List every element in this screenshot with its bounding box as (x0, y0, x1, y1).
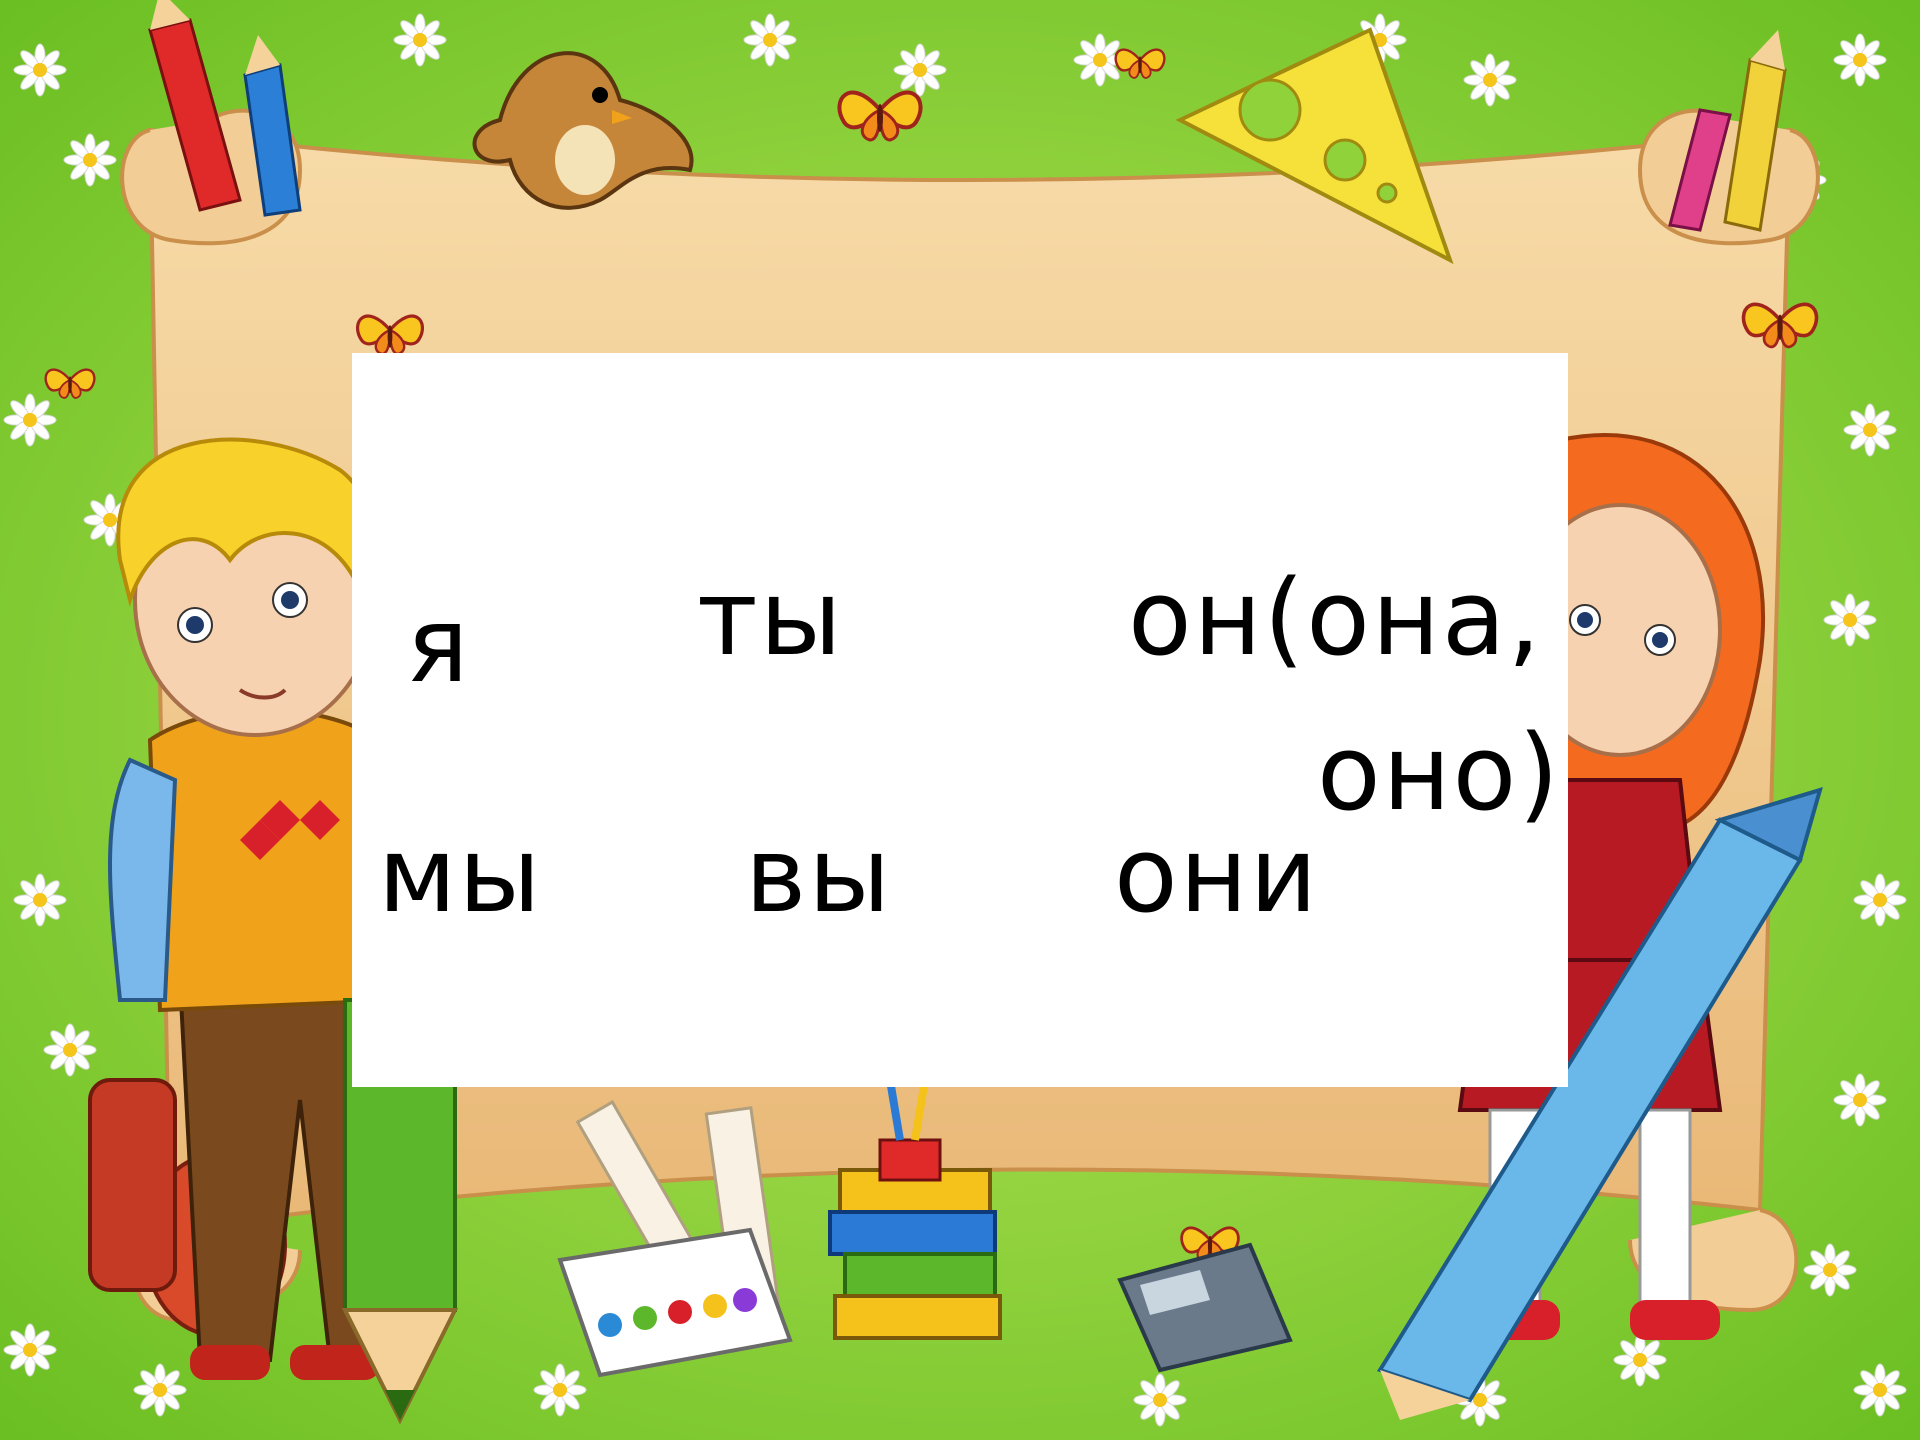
pronoun-oni: они (1114, 814, 1320, 936)
pronoun-ya: я (406, 584, 471, 706)
pronoun-vy: вы (745, 814, 893, 936)
pronoun-ty: ты (697, 557, 844, 679)
pronoun-on-ona: он(она, (1128, 557, 1543, 679)
pronoun-ono: оно) (1317, 712, 1561, 834)
pronoun-my: мы (378, 814, 543, 936)
pronoun-card (352, 353, 1568, 1087)
